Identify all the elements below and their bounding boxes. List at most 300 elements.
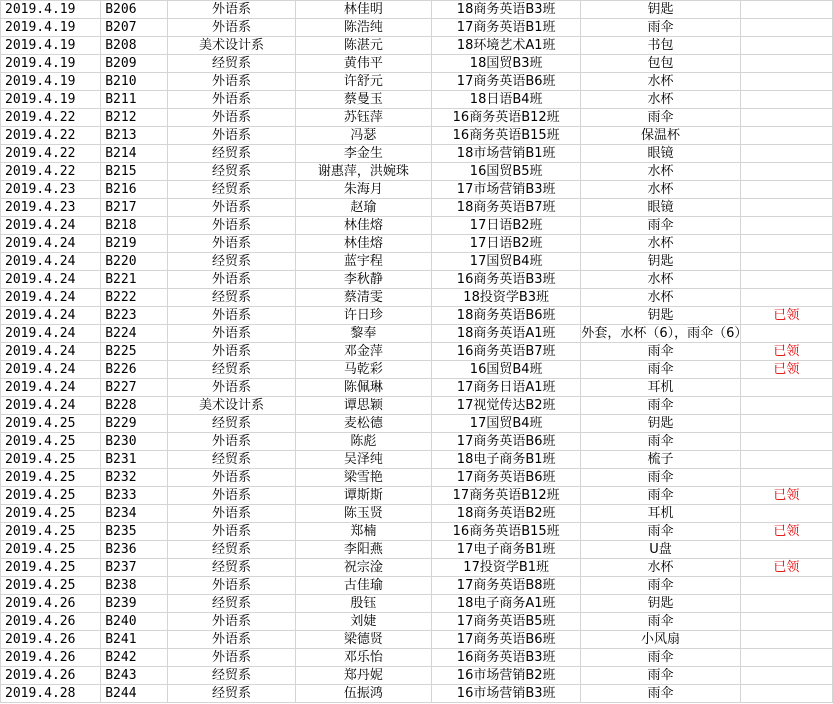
code-cell[interactable]: B210: [101, 73, 168, 91]
status-cell[interactable]: 已领: [740, 487, 832, 505]
code-cell[interactable]: B227: [101, 379, 168, 397]
status-cell[interactable]: [740, 685, 832, 703]
code-cell[interactable]: B234: [101, 505, 168, 523]
department-cell[interactable]: 美术设计系: [168, 37, 295, 55]
table-row: [1, 325, 833, 343]
code-cell[interactable]: B219: [101, 235, 168, 253]
date-cell[interactable]: 2019.4.22: [1, 163, 101, 181]
table-row: [1, 289, 833, 307]
item-cell[interactable]: 雨伞: [581, 487, 740, 505]
table-row: [1, 55, 833, 73]
name-cell[interactable]: 林佳熔: [295, 235, 431, 253]
date-cell[interactable]: 2019.4.22: [1, 109, 101, 127]
code-cell[interactable]: B229: [101, 415, 168, 433]
item-cell[interactable]: 雨伞: [581, 109, 740, 127]
department-cell[interactable]: 外语系: [168, 217, 295, 235]
department-cell[interactable]: 外语系: [168, 271, 295, 289]
item-cell[interactable]: 水杯: [581, 181, 740, 199]
class-cell[interactable]: 17商务英语B6班: [432, 73, 581, 91]
class-cell[interactable]: 18国贸B3班: [432, 55, 581, 73]
item-cell[interactable]: 雨伞: [581, 217, 740, 235]
department-cell[interactable]: 经贸系: [168, 253, 295, 271]
status-cell[interactable]: [740, 253, 832, 271]
date-cell[interactable]: 2019.4.25: [1, 451, 101, 469]
code-cell[interactable]: B217: [101, 199, 168, 217]
table-row: [1, 235, 833, 253]
code-cell[interactable]: B243: [101, 667, 168, 685]
class-cell[interactable]: 17投资学B1班: [432, 559, 581, 577]
class-cell[interactable]: 18环境艺术A1班: [432, 37, 581, 55]
name-cell[interactable]: 李秋静: [295, 271, 431, 289]
status-cell[interactable]: [740, 163, 832, 181]
date-cell[interactable]: 2019.4.25: [1, 505, 101, 523]
class-cell[interactable]: 17商务英语B6班: [432, 631, 581, 649]
class-cell[interactable]: 17市场营销B3班: [432, 181, 581, 199]
department-cell[interactable]: 经贸系: [168, 163, 295, 181]
date-cell[interactable]: 2019.4.24: [1, 217, 101, 235]
class-cell[interactable]: 18电子商务A1班: [432, 595, 581, 613]
status-cell[interactable]: [740, 73, 832, 91]
date-cell[interactable]: 2019.4.19: [1, 1, 101, 19]
item-cell[interactable]: 梳子: [581, 451, 740, 469]
date-cell[interactable]: 2019.4.25: [1, 433, 101, 451]
code-cell[interactable]: B228: [101, 397, 168, 415]
name-cell[interactable]: 林佳熔: [295, 217, 431, 235]
name-cell[interactable]: 古佳瑜: [295, 577, 431, 595]
code-cell[interactable]: B223: [101, 307, 168, 325]
date-cell[interactable]: 2019.4.22: [1, 145, 101, 163]
name-cell[interactable]: 许舒元: [295, 73, 431, 91]
department-cell[interactable]: 外语系: [168, 613, 295, 631]
table-row: [1, 307, 833, 325]
table-row: [1, 127, 833, 145]
item-cell[interactable]: 钥匙: [581, 307, 740, 325]
department-cell[interactable]: 外语系: [168, 199, 295, 217]
code-cell[interactable]: B239: [101, 595, 168, 613]
item-cell[interactable]: 水杯: [581, 163, 740, 181]
status-cell[interactable]: 已领: [740, 361, 832, 379]
class-cell[interactable]: 17商务英语B6班: [432, 433, 581, 451]
table-row: [1, 595, 833, 613]
status-cell[interactable]: [740, 145, 832, 163]
date-cell[interactable]: 2019.4.26: [1, 667, 101, 685]
status-cell[interactable]: [740, 181, 832, 199]
status-cell[interactable]: [740, 325, 832, 343]
class-cell[interactable]: 16商务英语B12班: [432, 109, 581, 127]
table-row: [1, 181, 833, 199]
table-row: [1, 631, 833, 649]
table-row: [1, 1, 833, 19]
department-cell[interactable]: 外语系: [168, 235, 295, 253]
class-cell[interactable]: 17视觉传达B2班: [432, 397, 581, 415]
status-cell[interactable]: [740, 541, 832, 559]
department-cell[interactable]: 经贸系: [168, 595, 295, 613]
name-cell[interactable]: 李金生: [295, 145, 431, 163]
name-cell[interactable]: 伍振鸿: [295, 685, 431, 703]
status-cell[interactable]: [740, 19, 832, 37]
item-cell[interactable]: 雨伞: [581, 613, 740, 631]
item-cell[interactable]: 雨伞: [581, 19, 740, 37]
code-cell[interactable]: B221: [101, 271, 168, 289]
table-row: [1, 541, 833, 559]
name-cell[interactable]: 梁德贤: [295, 631, 431, 649]
status-cell[interactable]: [740, 595, 832, 613]
item-cell[interactable]: 钥匙: [581, 253, 740, 271]
date-cell[interactable]: 2019.4.24: [1, 307, 101, 325]
name-cell[interactable]: 黄伟平: [295, 55, 431, 73]
class-cell[interactable]: 17商务英语B5班: [432, 613, 581, 631]
department-cell[interactable]: 外语系: [168, 109, 295, 127]
class-cell[interactable]: 17商务英语B12班: [432, 487, 581, 505]
item-cell[interactable]: 雨伞: [581, 685, 740, 703]
code-cell[interactable]: B237: [101, 559, 168, 577]
department-cell[interactable]: 外语系: [168, 19, 295, 37]
date-cell[interactable]: 2019.4.19: [1, 19, 101, 37]
status-cell[interactable]: [740, 613, 832, 631]
department-cell[interactable]: 美术设计系: [168, 397, 295, 415]
status-cell[interactable]: [740, 415, 832, 433]
item-cell[interactable]: 雨伞: [581, 469, 740, 487]
class-cell[interactable]: 17商务日语A1班: [432, 379, 581, 397]
date-cell[interactable]: 2019.4.24: [1, 379, 101, 397]
department-cell[interactable]: 经贸系: [168, 145, 295, 163]
class-cell[interactable]: 18商务英语B6班: [432, 307, 581, 325]
date-cell[interactable]: 2019.4.22: [1, 127, 101, 145]
department-cell[interactable]: 外语系: [168, 433, 295, 451]
table-row: [1, 199, 833, 217]
item-cell[interactable]: 雨伞: [581, 523, 740, 541]
code-cell[interactable]: B213: [101, 127, 168, 145]
department-cell[interactable]: 外语系: [168, 523, 295, 541]
item-cell[interactable]: 外套，水杯（6），雨伞（6）: [581, 326, 748, 341]
date-cell[interactable]: 2019.4.19: [1, 73, 101, 91]
class-cell[interactable]: 18市场营销B1班: [432, 145, 581, 163]
status-cell[interactable]: [740, 199, 832, 217]
status-cell[interactable]: [740, 631, 832, 649]
class-cell[interactable]: 17日语B2班: [432, 235, 581, 253]
date-cell[interactable]: 2019.4.28: [1, 685, 101, 703]
name-cell[interactable]: 麦松德: [295, 415, 431, 433]
department-cell[interactable]: 外语系: [168, 73, 295, 91]
item-cell[interactable]: 钥匙: [581, 1, 740, 19]
class-cell[interactable]: 18商务英语B3班: [432, 1, 581, 19]
item-cell[interactable]: 水杯: [581, 289, 740, 307]
item-cell[interactable]: 钥匙: [581, 595, 740, 613]
item-cell[interactable]: U盘: [581, 541, 740, 559]
class-cell[interactable]: 16市场营销B3班: [432, 685, 581, 703]
table-row: [1, 361, 833, 379]
date-cell[interactable]: 2019.4.24: [1, 253, 101, 271]
class-cell[interactable]: 16商务英语B7班: [432, 343, 581, 361]
department-cell[interactable]: 外语系: [168, 487, 295, 505]
name-cell[interactable]: 陈浩纯: [295, 19, 431, 37]
status-cell[interactable]: [740, 451, 832, 469]
code-cell[interactable]: B214: [101, 145, 168, 163]
date-cell[interactable]: 2019.4.24: [1, 325, 101, 343]
code-cell[interactable]: B230: [101, 433, 168, 451]
table-row: [1, 163, 833, 181]
department-cell[interactable]: 外语系: [168, 91, 295, 109]
date-cell[interactable]: 2019.4.23: [1, 199, 101, 217]
item-cell[interactable]: 眼镜: [581, 145, 740, 163]
department-cell[interactable]: 经贸系: [168, 289, 295, 307]
name-cell[interactable]: 陈湛元: [295, 37, 431, 55]
status-cell[interactable]: [740, 1, 832, 19]
date-cell[interactable]: 2019.4.25: [1, 415, 101, 433]
class-cell[interactable]: 18投资学B3班: [432, 289, 581, 307]
date-cell[interactable]: 2019.4.25: [1, 541, 101, 559]
status-cell[interactable]: [740, 649, 832, 667]
department-cell[interactable]: 外语系: [168, 649, 295, 667]
department-cell[interactable]: 外语系: [168, 505, 295, 523]
department-cell[interactable]: 经贸系: [168, 541, 295, 559]
status-cell[interactable]: [740, 379, 832, 397]
date-cell[interactable]: 2019.4.25: [1, 559, 101, 577]
code-cell[interactable]: B236: [101, 541, 168, 559]
code-cell[interactable]: B215: [101, 163, 168, 181]
class-cell[interactable]: 16国贸B5班: [432, 163, 581, 181]
status-cell[interactable]: [740, 235, 832, 253]
department-cell[interactable]: 经贸系: [168, 667, 295, 685]
status-cell[interactable]: 已领: [740, 559, 832, 577]
name-cell[interactable]: 陈玉贤: [295, 505, 431, 523]
name-cell[interactable]: 陈彪: [295, 433, 431, 451]
item-cell[interactable]: 水杯: [581, 91, 740, 109]
class-cell[interactable]: 18商务英语B7班: [432, 199, 581, 217]
name-cell[interactable]: 吴泽纯: [295, 451, 431, 469]
status-cell[interactable]: [740, 55, 832, 73]
class-cell[interactable]: 18商务英语A1班: [432, 325, 581, 343]
item-cell[interactable]: 雨伞: [581, 649, 740, 667]
class-cell[interactable]: 17国贸B4班: [432, 415, 581, 433]
date-cell[interactable]: 2019.4.26: [1, 631, 101, 649]
name-cell[interactable]: 郑丹妮: [295, 667, 431, 685]
table-row: [1, 505, 833, 523]
date-cell[interactable]: 2019.4.25: [1, 469, 101, 487]
status-cell[interactable]: 已领: [740, 523, 832, 541]
item-cell[interactable]: 包包: [581, 55, 740, 73]
class-cell[interactable]: 17商务英语B1班: [432, 19, 581, 37]
item-cell[interactable]: 书包: [581, 37, 740, 55]
item-cell[interactable]: 眼镜: [581, 199, 740, 217]
department-cell[interactable]: 外语系: [168, 343, 295, 361]
date-cell[interactable]: 2019.4.19: [1, 37, 101, 55]
department-cell[interactable]: 外语系: [168, 631, 295, 649]
code-cell[interactable]: B242: [101, 649, 168, 667]
table-row: [1, 613, 833, 631]
department-cell[interactable]: 经贸系: [168, 361, 295, 379]
status-cell[interactable]: [740, 469, 832, 487]
department-cell[interactable]: 经贸系: [168, 685, 295, 703]
date-cell[interactable]: 2019.4.26: [1, 613, 101, 631]
class-cell[interactable]: 16市场营销B2班: [432, 667, 581, 685]
date-cell[interactable]: 2019.4.19: [1, 91, 101, 109]
class-cell[interactable]: 18日语B4班: [432, 91, 581, 109]
class-cell[interactable]: 17商务英语B8班: [432, 577, 581, 595]
code-cell[interactable]: B224: [101, 325, 168, 343]
item-cell[interactable]: 水杯: [581, 271, 740, 289]
date-cell[interactable]: 2019.4.26: [1, 595, 101, 613]
name-cell[interactable]: 郑楠: [295, 523, 431, 541]
department-cell[interactable]: 外语系: [168, 1, 295, 19]
name-cell[interactable]: 谭斯斯: [295, 487, 431, 505]
department-cell[interactable]: 外语系: [168, 325, 295, 343]
name-cell[interactable]: 谢惠萍，洪婉珠: [295, 163, 431, 181]
table-row: [1, 91, 833, 109]
code-cell[interactable]: B222: [101, 289, 168, 307]
status-cell[interactable]: [740, 433, 832, 451]
item-cell[interactable]: 雨伞: [581, 361, 740, 379]
department-cell[interactable]: 外语系: [168, 577, 295, 595]
code-cell[interactable]: B212: [101, 109, 168, 127]
item-cell[interactable]: 耳机: [581, 379, 740, 397]
date-cell[interactable]: 2019.4.24: [1, 289, 101, 307]
name-cell[interactable]: 李阳燕: [295, 541, 431, 559]
code-cell[interactable]: B241: [101, 631, 168, 649]
name-cell[interactable]: 谭思颖: [295, 397, 431, 415]
status-cell[interactable]: 已领: [740, 307, 832, 325]
department-cell[interactable]: 外语系: [168, 379, 295, 397]
status-cell[interactable]: [740, 271, 832, 289]
item-cell[interactable]: 水杯: [581, 73, 740, 91]
name-cell[interactable]: 许日珍: [295, 307, 431, 325]
code-cell[interactable]: B233: [101, 487, 168, 505]
code-cell[interactable]: B235: [101, 523, 168, 541]
status-cell[interactable]: [740, 289, 832, 307]
name-cell[interactable]: 冯瑟: [295, 127, 431, 145]
name-cell[interactable]: 邓金萍: [295, 343, 431, 361]
status-cell[interactable]: 已领: [740, 343, 832, 361]
item-cell[interactable]: 水杯: [581, 235, 740, 253]
class-cell[interactable]: 17商务英语B6班: [432, 469, 581, 487]
class-cell[interactable]: 18商务英语B2班: [432, 505, 581, 523]
date-cell[interactable]: 2019.4.24: [1, 397, 101, 415]
name-cell[interactable]: 梁雪艳: [295, 469, 431, 487]
date-cell[interactable]: 2019.4.24: [1, 361, 101, 379]
name-cell[interactable]: 马乾彩: [295, 361, 431, 379]
status-cell[interactable]: [740, 127, 832, 145]
table-row: [1, 37, 833, 55]
class-cell[interactable]: 18电子商务B1班: [432, 451, 581, 469]
table-row: [1, 397, 833, 415]
code-cell[interactable]: B216: [101, 181, 168, 199]
status-cell[interactable]: [740, 91, 832, 109]
name-cell[interactable]: 殷钰: [295, 595, 431, 613]
status-cell[interactable]: [740, 397, 832, 415]
item-cell[interactable]: 耳机: [581, 505, 740, 523]
name-cell[interactable]: 林佳明: [295, 1, 431, 19]
department-cell[interactable]: 经贸系: [168, 55, 295, 73]
class-cell[interactable]: 17日语B2班: [432, 217, 581, 235]
code-cell[interactable]: B211: [101, 91, 168, 109]
name-cell[interactable]: 苏钰萍: [295, 109, 431, 127]
code-cell[interactable]: B209: [101, 55, 168, 73]
status-cell[interactable]: [740, 577, 832, 595]
class-cell[interactable]: 16国贸B4班: [432, 361, 581, 379]
date-cell[interactable]: 2019.4.23: [1, 181, 101, 199]
table-row: [1, 253, 833, 271]
date-cell[interactable]: 2019.4.24: [1, 235, 101, 253]
table-row: [1, 343, 833, 361]
code-cell[interactable]: B238: [101, 577, 168, 595]
class-cell[interactable]: 17电子商务B1班: [432, 541, 581, 559]
code-cell[interactable]: B220: [101, 253, 168, 271]
name-cell[interactable]: 刘婕: [295, 613, 431, 631]
name-cell[interactable]: 陈佩琳: [295, 379, 431, 397]
name-cell[interactable]: 邓乐怡: [295, 649, 431, 667]
item-cell[interactable]: 保温杯: [581, 127, 740, 145]
code-cell[interactable]: B244: [101, 685, 168, 703]
status-cell[interactable]: [740, 37, 832, 55]
table-row: [1, 217, 833, 235]
code-cell[interactable]: B226: [101, 361, 168, 379]
code-cell[interactable]: B240: [101, 613, 168, 631]
code-cell[interactable]: B206: [101, 1, 168, 19]
item-cell[interactable]: 雨伞: [581, 343, 740, 361]
name-cell[interactable]: 赵瑜: [295, 199, 431, 217]
class-cell[interactable]: 16商务英语B3班: [432, 271, 581, 289]
status-cell[interactable]: [740, 217, 832, 235]
code-cell[interactable]: B225: [101, 343, 168, 361]
item-cell[interactable]: 水杯: [581, 559, 740, 577]
name-cell[interactable]: 蓝宇程: [295, 253, 431, 271]
name-cell[interactable]: 朱海月: [295, 181, 431, 199]
name-cell[interactable]: 蔡清雯: [295, 289, 431, 307]
table-row: [1, 685, 833, 703]
name-cell[interactable]: 黎奉: [295, 325, 431, 343]
department-cell[interactable]: 经贸系: [168, 451, 295, 469]
class-cell[interactable]: 16商务英语B15班: [432, 127, 581, 145]
item-cell[interactable]: 雨伞: [581, 667, 740, 685]
class-cell[interactable]: 17国贸B4班: [432, 253, 581, 271]
department-cell[interactable]: 外语系: [168, 127, 295, 145]
table-row: [1, 109, 833, 127]
code-cell[interactable]: B218: [101, 217, 168, 235]
code-cell[interactable]: B208: [101, 37, 168, 55]
status-cell[interactable]: [740, 109, 832, 127]
status-cell[interactable]: [740, 505, 832, 523]
date-cell[interactable]: 2019.4.26: [1, 649, 101, 667]
code-cell[interactable]: B232: [101, 469, 168, 487]
department-cell[interactable]: 经贸系: [168, 559, 295, 577]
name-cell[interactable]: 祝宗淦: [295, 559, 431, 577]
code-cell[interactable]: B207: [101, 19, 168, 37]
class-cell[interactable]: 16商务英语B15班: [432, 523, 581, 541]
date-cell[interactable]: 2019.4.25: [1, 577, 101, 595]
table-row: [1, 145, 833, 163]
status-cell[interactable]: [740, 667, 832, 685]
class-cell[interactable]: 16商务英语B3班: [432, 649, 581, 667]
department-cell[interactable]: 外语系: [168, 307, 295, 325]
department-cell[interactable]: 经贸系: [168, 181, 295, 199]
name-cell[interactable]: 蔡曼玉: [295, 91, 431, 109]
date-cell[interactable]: 2019.4.24: [1, 271, 101, 289]
table-row: [1, 523, 833, 541]
item-cell[interactable]: 雨伞: [581, 433, 740, 451]
table-row: [1, 559, 833, 577]
item-cell[interactable]: 雨伞: [581, 577, 740, 595]
department-cell[interactable]: 经贸系: [168, 415, 295, 433]
item-cell[interactable]: 小风扇: [581, 631, 740, 649]
item-cell[interactable]: 钥匙: [581, 415, 740, 433]
department-cell[interactable]: 外语系: [168, 469, 295, 487]
item-cell[interactable]: 雨伞: [581, 397, 740, 415]
date-cell[interactable]: 2019.4.25: [1, 523, 101, 541]
code-cell[interactable]: B231: [101, 451, 168, 469]
date-cell[interactable]: 2019.4.19: [1, 55, 101, 73]
date-cell[interactable]: 2019.4.25: [1, 487, 101, 505]
date-cell[interactable]: 2019.4.24: [1, 343, 101, 361]
